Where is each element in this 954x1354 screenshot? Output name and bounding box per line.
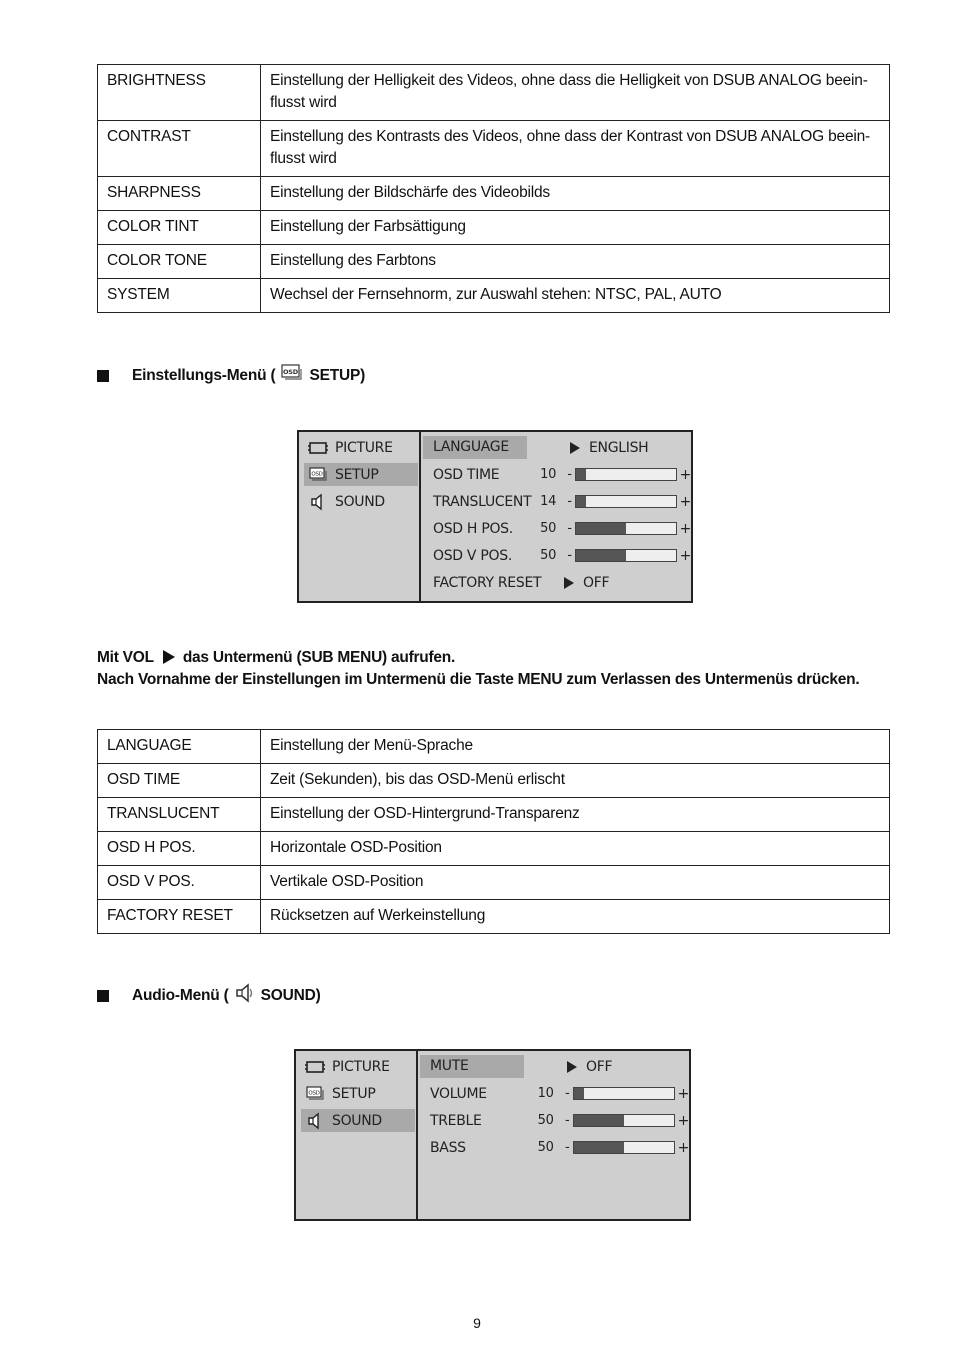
osd-row-value: OFF xyxy=(583,574,610,591)
setting-name: SYSTEM xyxy=(98,279,261,313)
osd-row-value: 50 xyxy=(540,548,557,563)
osd-row-value: 50 xyxy=(537,1140,554,1155)
level-bar[interactable] xyxy=(575,495,676,508)
minus-sign: - xyxy=(567,548,572,563)
table-row xyxy=(98,764,890,798)
heading-prefix: Einstellungs-Menü ( xyxy=(132,366,276,384)
note-line-2: Nach Vornahme der Einstellungen im Untermenü die Taste MENU zum Verlassen des Untermenüs drücken. xyxy=(97,671,860,688)
speaker-icon xyxy=(308,493,328,511)
svg-text:OSD: OSD xyxy=(311,471,323,478)
table-row xyxy=(98,211,890,245)
page-number: 9 xyxy=(473,1315,481,1331)
arrow-right-icon xyxy=(567,1061,577,1073)
osd-row-label: OSD V POS. xyxy=(433,547,512,564)
osd-row-mute[interactable] xyxy=(430,1055,689,1078)
setting-name: BRIGHTNESS xyxy=(98,65,261,121)
osd-row-value: OFF xyxy=(586,1058,613,1075)
osd-row-bass[interactable] xyxy=(430,1136,689,1159)
speaker-icon xyxy=(305,1112,325,1130)
osd-row-factory-reset[interactable] xyxy=(433,571,691,594)
table-row xyxy=(98,245,890,279)
menu-item-label: SETUP xyxy=(332,1085,376,1102)
heading-suffix: SOUND) xyxy=(260,986,321,1004)
osd-row-osd-time[interactable] xyxy=(433,463,691,486)
level-bar-fill xyxy=(574,1088,584,1099)
osd-row-value: ENGLISH xyxy=(589,439,649,456)
menu-divider xyxy=(416,1051,418,1219)
menu-item-setup[interactable] xyxy=(304,463,418,486)
table-row xyxy=(98,279,890,313)
level-bar-fill xyxy=(576,523,626,534)
osd-row-label: TRANSLUCENT xyxy=(433,493,532,510)
setting-name: OSD V POS. xyxy=(98,866,261,900)
table-row xyxy=(98,730,890,764)
level-bar[interactable] xyxy=(573,1141,675,1154)
svg-text:OSD: OSD xyxy=(308,1090,320,1097)
minus-sign: - xyxy=(567,494,572,509)
plus-sign: + xyxy=(677,1139,690,1156)
note-suffix: das Untermenü (SUB MENU) aufrufen. xyxy=(182,649,456,666)
osd-row-value: 50 xyxy=(537,1113,554,1128)
level-bar[interactable] xyxy=(575,468,676,481)
osd-row-label: LANGUAGE xyxy=(423,436,527,459)
setting-description: Einstellung der Helligkeit des Videos, ohne dass die Helligkeit von DSUB ANALOG beein-flusst wird xyxy=(261,65,890,121)
setting-description: Einstellung des Farbtons xyxy=(261,245,890,279)
table-row xyxy=(98,866,890,900)
osd-row-value: 14 xyxy=(540,494,557,509)
setting-name: OSD TIME xyxy=(98,764,261,798)
setting-description: Wechsel der Fernsehnorm, zur Auswahl stehen: NTSC, PAL, AUTO xyxy=(261,279,890,313)
osd-row-volume[interactable] xyxy=(430,1082,689,1105)
level-bar-fill xyxy=(576,550,626,561)
setting-description: Rücksetzen auf Werkeinstellung xyxy=(261,900,890,934)
osd-row-translucent[interactable] xyxy=(433,490,691,513)
osd-row-label: MUTE xyxy=(420,1055,524,1078)
level-bar[interactable] xyxy=(573,1087,675,1100)
minus-sign: - xyxy=(567,467,572,482)
setup-settings-table xyxy=(97,729,890,934)
osd-row-label: FACTORY RESET xyxy=(433,574,542,591)
setting-name: CONTRAST xyxy=(98,121,261,177)
svg-text:OSD: OSD xyxy=(283,368,299,376)
plus-sign: + xyxy=(679,493,691,510)
speaker-icon xyxy=(235,982,255,1009)
table-row xyxy=(98,121,890,177)
setting-name: COLOR TONE xyxy=(98,245,261,279)
menu-item-setup[interactable] xyxy=(301,1082,415,1105)
osd-icon xyxy=(305,1086,325,1101)
setup-section-heading xyxy=(97,364,365,387)
plus-sign: + xyxy=(677,1085,690,1102)
minus-sign: - xyxy=(564,1140,570,1155)
level-bar-fill xyxy=(574,1115,624,1126)
plus-sign: + xyxy=(679,466,691,483)
arrow-right-icon xyxy=(564,577,574,589)
setting-name: SHARPNESS xyxy=(98,177,261,211)
setting-name: COLOR TINT xyxy=(98,211,261,245)
osd-row-label: BASS xyxy=(430,1139,466,1156)
menu-item-label: PICTURE xyxy=(335,439,393,456)
osd-row-label: OSD TIME xyxy=(433,466,500,483)
minus-sign: - xyxy=(564,1086,570,1101)
setting-description: Einstellung der Menü-Sprache xyxy=(261,730,890,764)
osd-icon xyxy=(281,364,303,387)
menu-item-label: SOUND xyxy=(335,493,385,510)
osd-icon xyxy=(308,467,328,482)
menu-item-picture[interactable] xyxy=(301,1055,415,1078)
bullet-square-icon xyxy=(97,370,109,382)
level-bar-fill xyxy=(576,469,586,480)
bullet-square-icon xyxy=(97,990,109,1002)
menu-item-label: SOUND xyxy=(332,1112,382,1129)
osd-row-label: TREBLE xyxy=(430,1112,482,1129)
table-row xyxy=(98,177,890,211)
level-bar[interactable] xyxy=(575,522,676,535)
level-bar-fill xyxy=(576,496,586,507)
osd-row-value: 50 xyxy=(540,521,557,536)
note-line-1 xyxy=(97,647,455,669)
menu-divider xyxy=(419,432,421,601)
setting-name: TRANSLUCENT xyxy=(98,798,261,832)
setting-name: FACTORY RESET xyxy=(98,900,261,934)
tv-icon xyxy=(305,1060,325,1074)
note-prefix: Mit VOL xyxy=(97,649,154,666)
heading-prefix: Audio-Menü ( xyxy=(132,986,229,1004)
plus-sign: + xyxy=(679,547,691,564)
osd-row-osd-h-pos[interactable] xyxy=(433,517,691,540)
setting-name: LANGUAGE xyxy=(98,730,261,764)
osd-setup-menu xyxy=(297,430,693,603)
picture-settings-table xyxy=(97,64,890,313)
osd-row-treble[interactable] xyxy=(430,1109,689,1132)
setting-description: Zeit (Sekunden), bis das OSD-Menü erlischt xyxy=(261,764,890,798)
menu-item-picture[interactable] xyxy=(304,436,418,459)
osd-sound-menu xyxy=(294,1049,691,1221)
osd-row-language[interactable] xyxy=(433,436,691,459)
level-bar[interactable] xyxy=(575,549,676,562)
setting-description: Einstellung der Farbsättigung xyxy=(261,211,890,245)
setting-description: Vertikale OSD-Position xyxy=(261,866,890,900)
setting-description: Einstellung des Kontrasts des Videos, ohne dass der Kontrast von DSUB ANALOG beein-flusst wird xyxy=(261,121,890,177)
arrow-right-icon xyxy=(570,442,580,454)
tv-icon xyxy=(308,441,328,455)
osd-row-label: VOLUME xyxy=(430,1085,487,1102)
table-row xyxy=(98,900,890,934)
osd-row-value: 10 xyxy=(540,467,557,482)
osd-row-osd-v-pos[interactable] xyxy=(433,544,691,567)
heading-suffix: SETUP) xyxy=(309,366,366,384)
menu-item-sound[interactable] xyxy=(301,1109,415,1132)
osd-row-value: 10 xyxy=(537,1086,554,1101)
menu-item-sound[interactable] xyxy=(304,490,418,513)
table-row xyxy=(98,798,890,832)
osd-row-label: OSD H POS. xyxy=(433,520,513,537)
menu-item-label: PICTURE xyxy=(332,1058,390,1075)
minus-sign: - xyxy=(567,521,572,536)
plus-sign: + xyxy=(677,1112,690,1129)
menu-item-label: SETUP xyxy=(335,466,379,483)
setting-description: Horizontale OSD-Position xyxy=(261,832,890,866)
minus-sign: - xyxy=(564,1113,570,1128)
level-bar-fill xyxy=(574,1142,624,1153)
level-bar[interactable] xyxy=(573,1114,675,1127)
setting-name: OSD H POS. xyxy=(98,832,261,866)
setting-description: Einstellung der Bildschärfe des Videobilds xyxy=(261,177,890,211)
setting-description: Einstellung der OSD-Hintergrund-Transparenz xyxy=(261,798,890,832)
table-row xyxy=(98,832,890,866)
table-row xyxy=(98,65,890,121)
arrow-right-icon xyxy=(163,650,175,664)
plus-sign: + xyxy=(679,520,691,537)
sound-section-heading xyxy=(97,982,321,1009)
